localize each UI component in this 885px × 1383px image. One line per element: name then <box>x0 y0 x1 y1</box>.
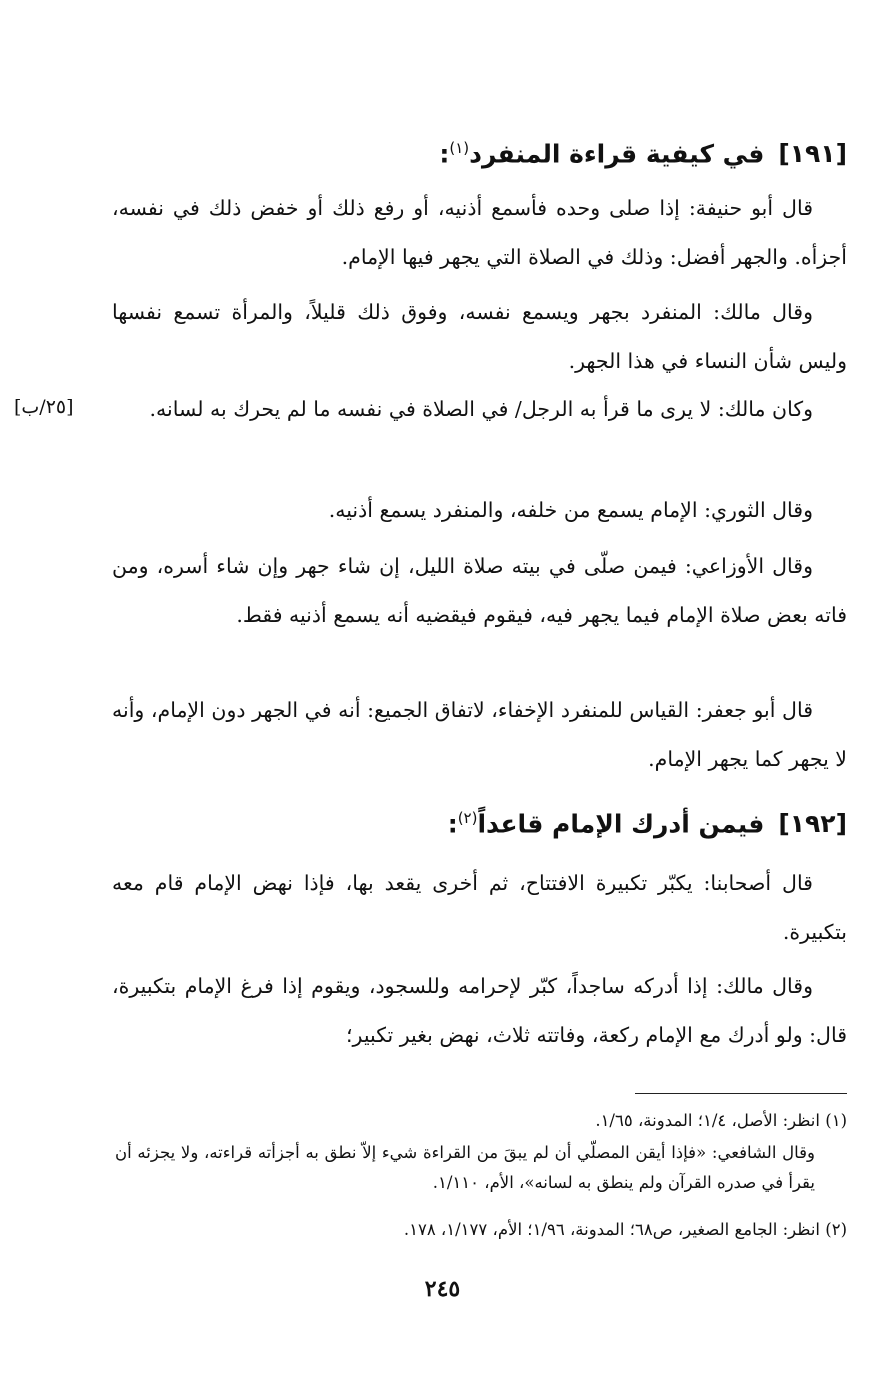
margin-folio-note: [٢٥/ب] <box>14 396 74 418</box>
footnote-1 <box>107 1106 847 1136</box>
paragraph-ashabuna: قال أصحابنا: يكبّر تكبيرة الافتتاح، ثم أخرى يقعد بها، فإذا نهض الإمام قام معه بتكبيرة. <box>112 871 847 944</box>
section-number: [١٩١] <box>778 139 847 169</box>
paragraph-malik-3: وقال مالك: إذا أدركه ساجداً، كبّر لإحرامه وللسجود، ويقوم إذا فرغ الإمام بتكبيرة، قال: ولو أدرك مع الإمام ركعة، وفاتته ثلاث، نهض بغير تكبير؛ <box>112 974 847 1047</box>
footnote-reference[interactable]: (١) <box>449 139 470 157</box>
section-heading-192 <box>87 800 847 842</box>
heading-colon: : <box>439 139 450 169</box>
footnote-marker: (٢) <box>825 1220 847 1239</box>
footnote-marker: (١) <box>825 1111 847 1130</box>
footnote-text: انظر: الأصل، ١/٤؛ المدونة، ١/٦٥. <box>595 1111 820 1130</box>
paragraph-thawri: وقال الثوري: الإمام يسمع من خلفه، والمنفرد يسمع أذنيه. <box>328 498 813 522</box>
section-heading-191 <box>87 130 847 172</box>
heading-colon: : <box>447 809 458 839</box>
paragraph-awzai: وقال الأوزاعي: فيمن صلّى في بيته صلاة الليل، إن شاء جهر وإن شاء أسره، ومن فاته بعض صلاة الإمام فيما يجهر فيه، فيقوم فيقضيه أنه يسمع أذنيه فقط. <box>112 554 847 627</box>
paragraph-malik-1: وقال مالك: المنفرد بجهر ويسمع نفسه، وفوق ذلك قليلاً، والمرأة تسمع نفسها وليس شأن النساء في هذا الجهر. <box>112 300 847 373</box>
footnote-separator <box>635 1093 847 1094</box>
footnote-2 <box>107 1215 847 1245</box>
page-number: ٢٤٥ <box>424 1276 461 1302</box>
section-title: في كيفية قراءة المنفرد <box>469 139 765 169</box>
section-number: [١٩٢] <box>778 809 847 839</box>
section-title: فيمن أدرك الإمام قاعداً <box>477 809 765 839</box>
footnote-text: انظر: الجامع الصغير، ص٦٨؛ المدونة، ١/٩٦؛ الأم، ١/١٧٧، ١٧٨. <box>403 1220 820 1239</box>
paragraph-malik-2: وكان مالك: لا يرى ما قرأ به الرجل/ في الصلاة في نفسه ما لم يحرك به لسانه. <box>149 397 813 421</box>
paragraph-abu-jafar: قال أبو جعفر: القياس للمنفرد الإخفاء، لاتفاق الجميع: أنه في الجهر دون الإمام، وأنه لا يجهر كما يجهر الإمام. <box>112 698 847 771</box>
footnote-reference[interactable]: (٢) <box>457 809 478 827</box>
paragraph-abu-hanifa: قال أبو حنيفة: إذا صلى وحده فأسمع أذنيه، أو رفع ذلك أو خفض ذلك في نفسه، أجزأه. والجهر أفضل: وذلك في الصلاة التي يجهر فيها الإمام. <box>112 196 847 269</box>
footnote-1-continuation: وقال الشافعي: «فإذا أيقن المصلّي أن لم يبقَ من القراءة شيء إلاّ نطق به أجزأته قراءته، ولا يجزئه أن يقرأ في صدره القرآن ولم ينطق به لسانه»، الأم، ١/١١٠. <box>115 1143 815 1192</box>
